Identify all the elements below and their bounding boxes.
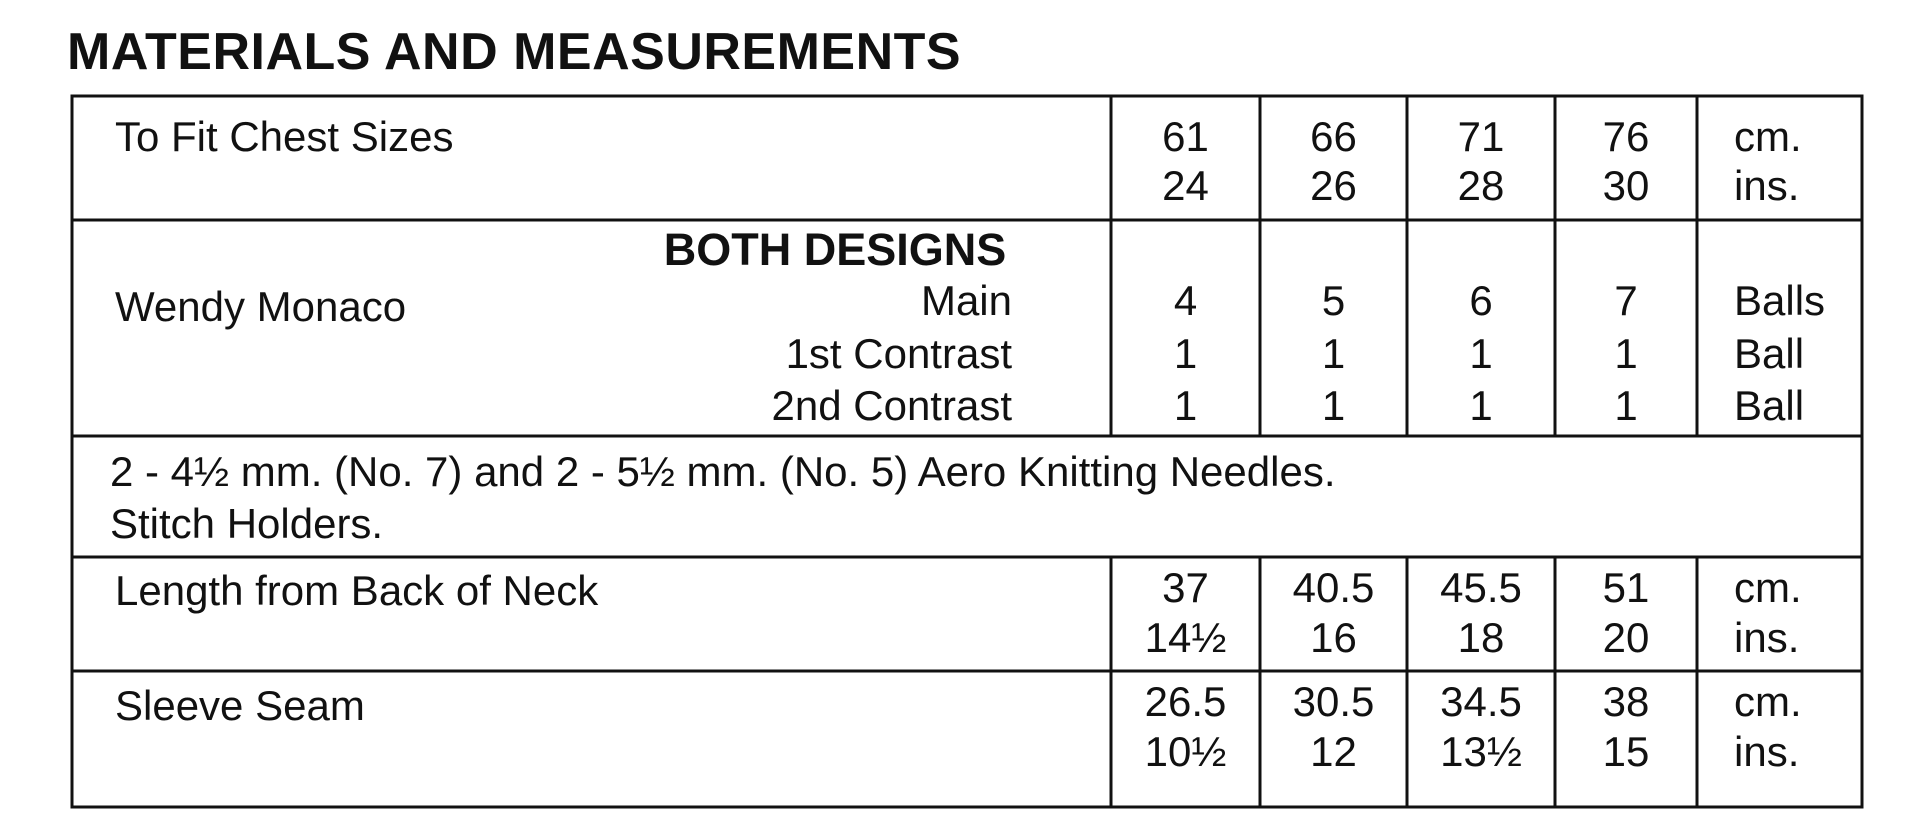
- length-cm-value: 37: [1162, 564, 1209, 611]
- chest-ins-value: 30: [1602, 162, 1650, 209]
- unit-label: ins.: [1734, 728, 1800, 775]
- yarn-line-label: Main: [920, 277, 1012, 324]
- unit-label: ins.: [1734, 614, 1800, 661]
- unit-label: cm.: [1734, 564, 1802, 611]
- yarn-line-label: 2nd Contrast: [771, 382, 1012, 429]
- holders-text: Stitch Holders.: [110, 500, 384, 547]
- chest-cm-value: 71: [1457, 113, 1505, 160]
- section-heading: BOTH DESIGNS: [663, 224, 1007, 275]
- sleeve-ins-value: 13½: [1440, 728, 1522, 775]
- sleeve-cm-value: 30.5: [1292, 678, 1375, 725]
- yarn-value: 1: [1469, 382, 1493, 429]
- yarn-value: 4: [1173, 277, 1198, 324]
- chest-cm-value: 76: [1602, 113, 1650, 160]
- length-ins-value: 14½: [1144, 614, 1227, 661]
- sleeve-cm-value: 26.5: [1144, 678, 1227, 725]
- length-ins-value: 18: [1457, 614, 1505, 661]
- page-title: MATERIALS AND MEASUREMENTS: [67, 23, 962, 81]
- length-ins-value: 16: [1310, 614, 1357, 661]
- sleeve-ins-value: 10½: [1144, 728, 1227, 775]
- chest-ins-value: 28: [1457, 162, 1505, 209]
- chest-cm-value: 66: [1310, 113, 1357, 160]
- sleeve-cm-value: 38: [1602, 678, 1650, 725]
- yarn-value: 1: [1469, 330, 1493, 377]
- length-cm-value: 40.5: [1292, 564, 1375, 611]
- yarn-value: 1: [1173, 330, 1198, 377]
- length-label: Length from Back of Neck: [115, 567, 599, 614]
- yarn-value: 7: [1614, 277, 1638, 324]
- yarn-label: Wendy Monaco: [115, 283, 407, 330]
- yarn-value: 1: [1614, 382, 1638, 429]
- chest-cm-value: 61: [1162, 113, 1209, 160]
- chest-ins-value: 26: [1310, 162, 1357, 209]
- yarn-value: 1: [1321, 382, 1346, 429]
- yarn-line-label: 1st Contrast: [785, 330, 1012, 377]
- sleeve-ins-value: 12: [1310, 728, 1357, 775]
- yarn-value: 1: [1614, 330, 1638, 377]
- length-cm-value: 51: [1602, 564, 1650, 611]
- sleeve-cm-value: 34.5: [1440, 678, 1522, 725]
- sleeve-label: Sleeve Seam: [115, 682, 365, 729]
- yarn-value: 5: [1321, 277, 1346, 324]
- length-cm-value: 45.5: [1440, 564, 1522, 611]
- unit-label: Ball: [1734, 382, 1805, 429]
- length-ins-value: 20: [1602, 614, 1650, 661]
- yarn-value: 6: [1469, 277, 1493, 324]
- unit-label: Ball: [1734, 330, 1805, 377]
- yarn-value: 1: [1173, 382, 1198, 429]
- sleeve-ins-value: 15: [1602, 728, 1650, 775]
- chest-ins-value: 24: [1162, 162, 1209, 209]
- chest-label: To Fit Chest Sizes: [115, 113, 454, 160]
- unit-label: Balls: [1734, 277, 1826, 324]
- needles-text: 2 - 4½ mm. (No. 7) and 2 - 5½ mm. (No. 5) Aero Knitting Needles.: [110, 448, 1336, 495]
- yarn-value: 1: [1321, 330, 1346, 377]
- unit-label: cm.: [1734, 678, 1802, 725]
- unit-label: cm.: [1734, 113, 1802, 160]
- unit-label: ins.: [1734, 162, 1800, 209]
